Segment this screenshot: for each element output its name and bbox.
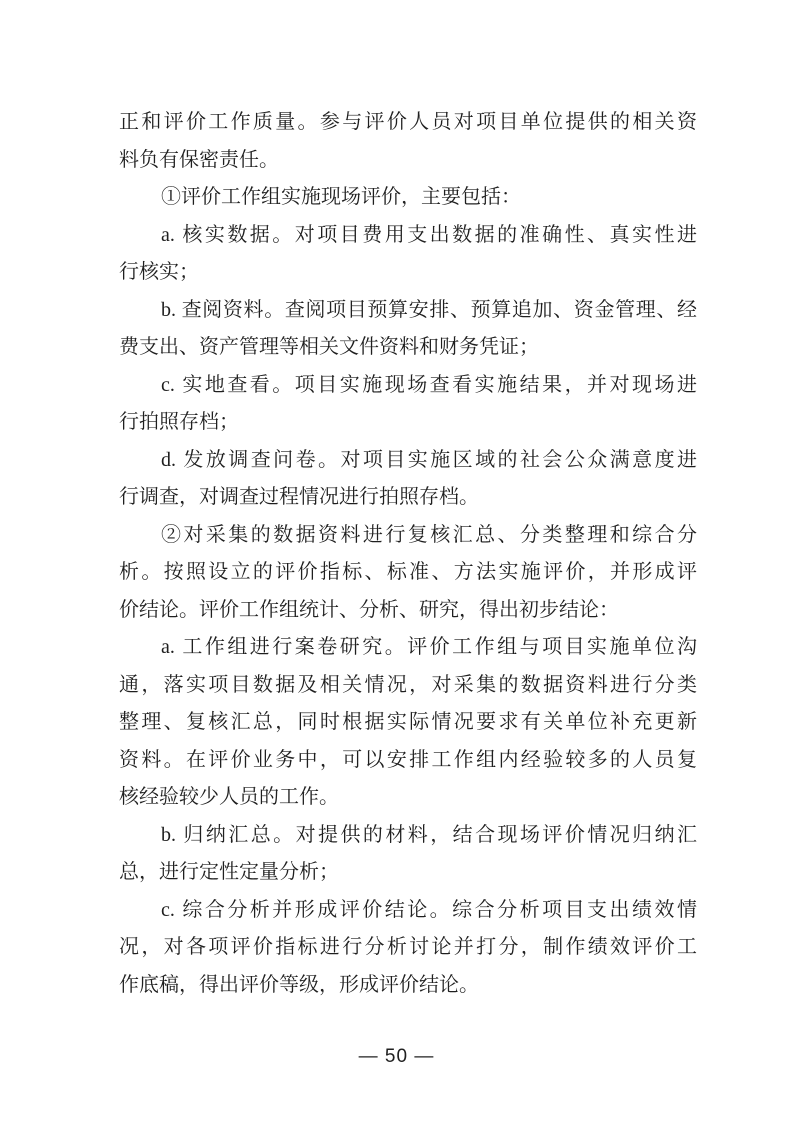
text-line: 行拍照存档；	[119, 411, 239, 433]
text-line: 总，进行定性定量分析；	[119, 861, 339, 883]
text-line: 正和评价工作质量。参与评价人员对项目单位提供的相关资	[119, 111, 697, 133]
text-line: 价结论。评价工作组统计、分析、研究，得出初步结论：	[119, 598, 619, 621]
text-line: 通，落实项目数据及相关情况，对采集的数据资料进行分类	[119, 673, 697, 696]
text-line: ①评价工作组实施现场评价，主要包括：	[161, 186, 521, 208]
text-line: a. 核实数据。对项目费用支出数据的准确性、真实性进	[161, 223, 697, 246]
text-line: d. 发放调查问卷。对项目实施区域的社会公众满意度进	[161, 448, 697, 471]
text-line: a. 工作组进行案卷研究。评价工作组与项目实施单位沟	[161, 636, 697, 658]
text-line: 整理、复核汇总，同时根据实际情况要求有关单位补充更新	[119, 711, 697, 733]
text-line: b. 查阅资料。查阅项目预算安排、预算追加、资金管理、经	[161, 298, 697, 321]
body-text	[119, 104, 697, 1004]
text-line: 行核实；	[119, 261, 199, 283]
text-line: 析。按照设立的评价指标、标准、方法实施评价，并形成评	[119, 561, 697, 583]
text-line: c. 综合分析并形成评价结论。综合分析项目支出绩效情	[161, 898, 697, 921]
page-number: — 50 —	[358, 1046, 435, 1067]
text-line: 资料。在评价业务中，可以安排工作组内经验较多的人员复	[119, 748, 697, 771]
text-line: ②对采集的数据资料进行复核汇总、分类整理和综合分	[161, 523, 697, 546]
text-line: c. 实地查看。项目实施现场查看实施结果，并对现场进	[161, 373, 697, 396]
text-line: 况，对各项评价指标进行分析讨论并打分，制作绩效评价工	[119, 936, 697, 958]
text-line: 作底稿，得出评价等级，形成评价结论。	[119, 973, 479, 996]
text-line: 料负有保密责任。	[119, 148, 279, 171]
text-line: 行调查，对调查过程情况进行拍照存档。	[119, 486, 479, 508]
text-line: b. 归纳汇总。对提供的材料，结合现场评价情况归纳汇	[161, 823, 697, 846]
text-line: 费支出、资产管理等相关文件资料和财务凭证；	[119, 336, 539, 358]
text-line: 核经验较少人员的工作。	[119, 786, 339, 808]
